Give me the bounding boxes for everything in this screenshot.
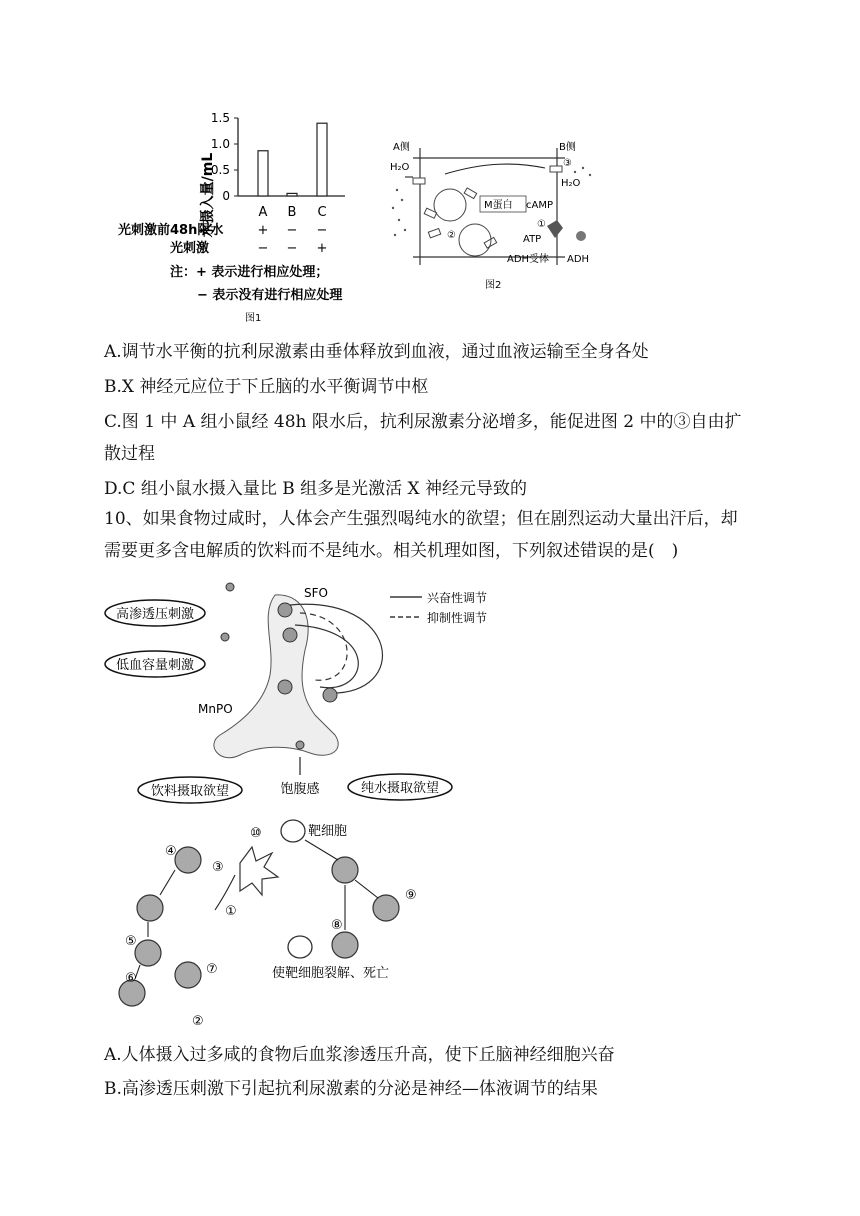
mark-3: ③ <box>563 158 572 169</box>
bar-A <box>258 151 268 196</box>
q9-option-b: B.X 神经元应位于下丘脑的水平衡调节中枢 <box>104 377 429 397</box>
sfo-label: SFO <box>304 586 328 600</box>
adh-receptor-shape <box>547 220 563 238</box>
bar-B <box>287 193 297 196</box>
camp-label: cAMP <box>526 200 553 211</box>
y-tick-label: 1.5 <box>210 111 230 125</box>
circled-number: ⑧ <box>331 918 343 933</box>
dendritic-cell <box>240 847 278 895</box>
a-side-label: A侧 <box>393 142 410 153</box>
adh-label: ADH <box>567 254 590 265</box>
circled-number: ⑦ <box>206 962 218 977</box>
figure-3 <box>100 575 500 805</box>
q10-option-b: B.高渗透压刺激下引起抗利尿激素的分泌是神经—体液调节的结果 <box>104 1079 598 1099</box>
row2-sign: − <box>257 241 269 256</box>
figure-4 <box>100 815 420 1035</box>
x-tick-label: A <box>258 205 268 220</box>
mnpo-label: MnPO <box>198 702 233 716</box>
target-cell-shape <box>281 820 305 842</box>
satiety-label: 饱腹感 <box>280 782 320 797</box>
figure-1 <box>100 100 390 325</box>
x-tick-label: C <box>317 205 327 220</box>
q9-option-c: C.图 1 中 A 组小鼠经 48h 限水后，抗利尿激素分泌增多，能促进图 2 中的③自由扩散过程 <box>104 412 742 464</box>
q9-option-d: D.C 组小鼠水摄入量比 B 组多是光激活 X 神经元导致的 <box>104 479 528 499</box>
circled-number: ② <box>192 1014 204 1029</box>
h2o-left: H₂O <box>390 162 410 173</box>
circled-number: ① <box>225 904 237 919</box>
brain-outline <box>214 595 338 758</box>
bar-C <box>317 123 327 196</box>
legend-inhibit-label: 抑制性调节 <box>427 611 488 625</box>
m-protein-label: M蛋白 <box>484 200 513 211</box>
circled-number: ④ <box>165 844 177 859</box>
adh-receptor-label: ADH受体 <box>507 254 550 265</box>
figure-2 <box>385 130 600 300</box>
x-tick-label: B <box>287 205 297 220</box>
row1-sign: − <box>286 223 298 238</box>
atp-label: ATP <box>523 234 542 245</box>
figure-1-caption: 图1 <box>245 313 262 324</box>
circled-number: ⑩ <box>250 826 262 841</box>
mark-2: ② <box>447 230 456 241</box>
circled-number: ⑤ <box>125 934 137 949</box>
b-side-label: B侧 <box>559 142 576 153</box>
circled-number: ⑨ <box>405 888 417 903</box>
water-desire-label: 纯水摄取欲望 <box>360 781 440 796</box>
row2-sign: − <box>286 241 298 256</box>
row2-label: 光刺激 <box>170 241 210 256</box>
circled-number: ③ <box>212 860 224 875</box>
y-tick-label: 1.0 <box>210 137 230 151</box>
q9-option-a: A.调节水平衡的抗利尿激素由垂体释放到血液，通过血液运输至全身各处 <box>104 342 649 362</box>
y-tick-label: 0.5 <box>210 163 230 177</box>
row1-sign: − <box>316 223 328 238</box>
row1-sign: + <box>257 223 269 238</box>
legend-excite-label: 兴奋性调节 <box>427 591 488 605</box>
adh-molecule <box>576 231 586 241</box>
row1-label: 光刺激前48h限水 <box>118 223 224 238</box>
low-volume-label: 低血容量刺激 <box>115 658 195 673</box>
q10-option-a: A.人体摄入过多咸的食物后血浆渗透压升高，使下丘脑神经细胞兴奋 <box>104 1045 615 1065</box>
drink-desire-label: 饮料摄取欲望 <box>150 784 230 799</box>
high-osmotic-label: 高渗透压刺激 <box>115 607 195 622</box>
mark-1: ① <box>537 219 546 230</box>
h2o-right: H₂O <box>561 178 581 189</box>
y-axis-label: 水摄入量/mL <box>200 152 216 238</box>
lysed-target-shape <box>288 936 312 958</box>
figure-2-caption: 图2 <box>485 280 502 291</box>
circled-number: ⑥ <box>125 971 137 986</box>
note-line-1: 注：+ 表示进行相应处理； <box>170 265 329 280</box>
y-tick-label: 0 <box>222 189 230 203</box>
lysis-label: 使靶细胞裂解、死亡 <box>272 966 390 981</box>
note-line-2: − 表示没有进行相应处理 <box>197 288 343 303</box>
target-cell-label: 靶细胞 <box>308 824 348 839</box>
row2-sign: + <box>316 241 328 256</box>
q10-stem: 10、如果食物过咸时，人体会产生强烈喝纯水的欲望；但在剧烈运动大量出汗后，却需要更多含电解质的饮料而不是纯水。相关机理如图，下列叙述错误的是( ) <box>104 509 738 561</box>
